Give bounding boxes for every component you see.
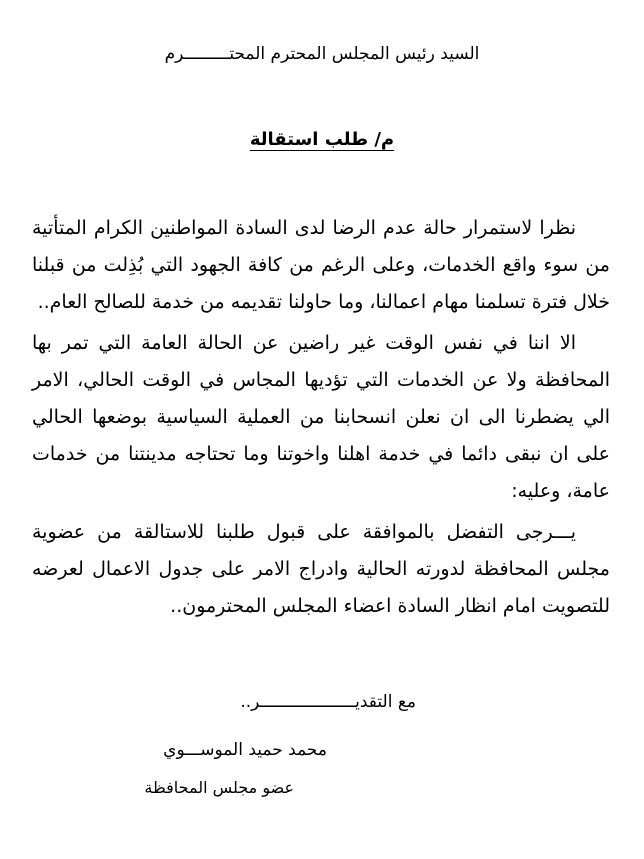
letter-body (32, 210, 610, 629)
signer-title: عضو مجلس المحافظة (144, 778, 294, 797)
body-paragraph: يـــرجى التفضل بالموافقة على قبول طلبنا للاستالقة من عضوية مجلس المحافظة لدورته الحالية وادراج الامر على جدول الاعمال لعرضه للتصويت امام انظار السادة اعضاء المجلس المحترمون.. (32, 521, 610, 617)
closing-phrase: مع التقديـــــــــــــــــــر.. (240, 692, 416, 712)
body-paragraph: الا اننا في نفس الوقت غير راضين عن الحالة العامة التي تمر بها المحافظة ولا عن الخدمات التي تؤديها المجاس في الوقت الحالي، الامر الي يضطرنا الى ان نعلن انسحابنا من العملية السياسية بوضعها الحالي على ان نبقى دائما في خدمة اهلنا واخوتنا وما تحتاجه مدينتنا من خدمات عامة، وعليه: (32, 332, 610, 502)
subject-line: م/ طلب استقالة (249, 129, 395, 150)
salutation-line: السيد رئيس المجلس المحترم المحتـــــــــرم (164, 44, 480, 64)
signer-name: محمد حميد الموســـوي (163, 740, 327, 760)
body-paragraph: نظرا لاستمرار حالة عدم الرضا لدى السادة المواطنين الكرام المتأتية من سوء واقع الخدمات، وعلى الرغم من كافة الجهود التي بُذِلت من قبلنا خلال فترة تسلمنا مهام اعمالنا، وما حاولنا تقديمه من خدمة للصالح العام.. (32, 217, 610, 313)
